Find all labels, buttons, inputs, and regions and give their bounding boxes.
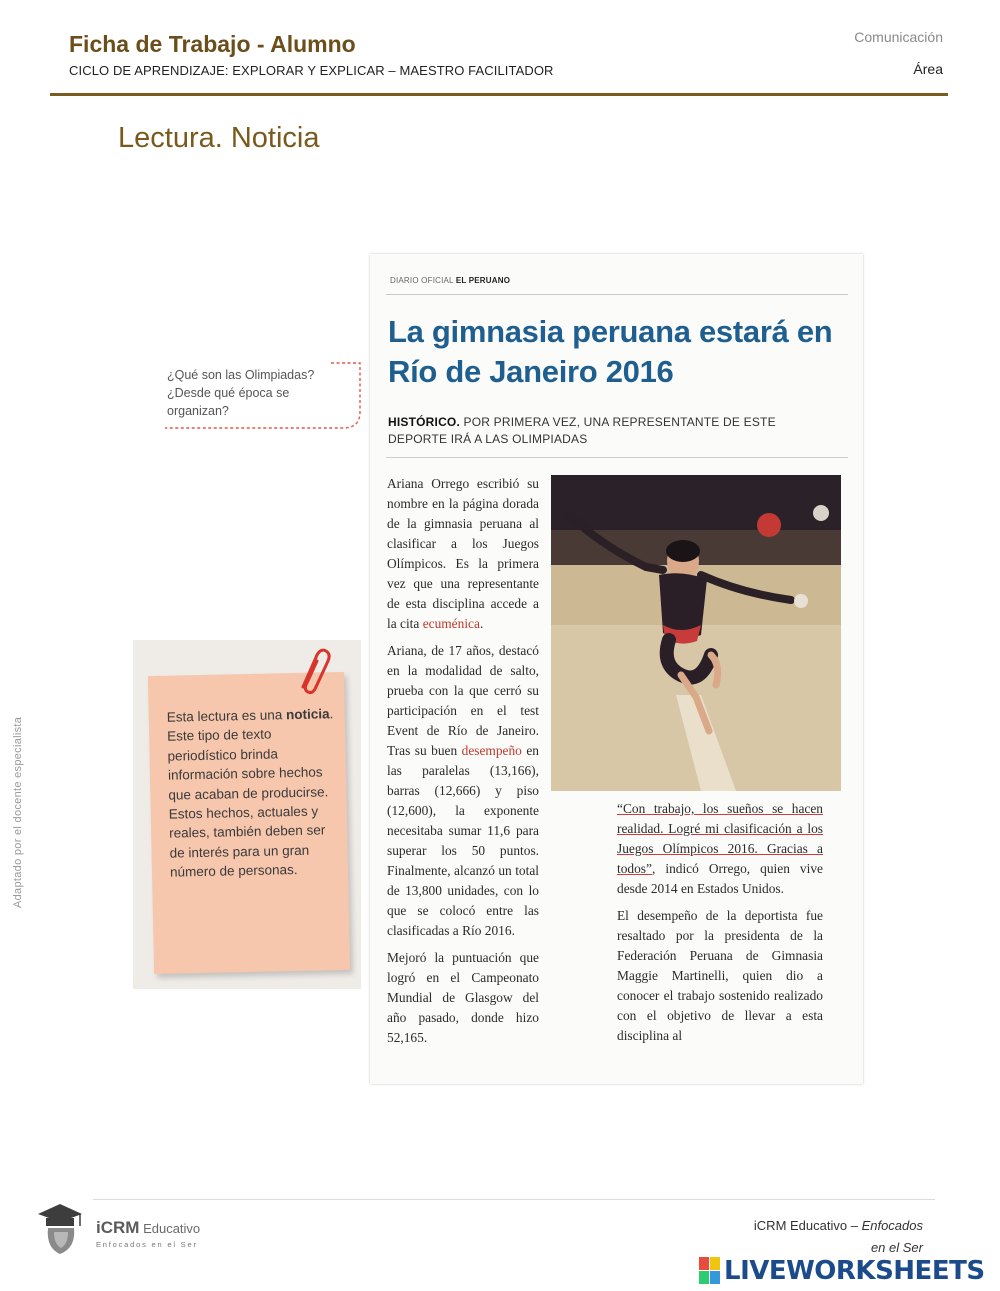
article-kicker: HISTÓRICO.: [388, 415, 461, 429]
worksheet-subtitle: CICLO DE APRENDIZAJE: EXPLORAR Y EXPLICAR – MAESTRO FACILITADOR: [69, 63, 554, 78]
side-credit-text: Adaptado por el docente especialista: [12, 716, 24, 908]
newspaper-source: DIARIO OFICIAL EL PERUANO: [390, 276, 511, 285]
newspaper-top-rule: [386, 294, 848, 295]
side-question-text: ¿Qué son las Olimpiadas? ¿Desde qué época se organizan?: [167, 368, 315, 418]
newspaper-clipping: [370, 254, 863, 1084]
highlight-word: desempeño: [461, 743, 522, 758]
article-paragraph: Ariana, de 17 años, destacó en la modalidad de salto, prueba con la que cerró su participación en el test Event de Río de Janeiro. Tras su buen desempeño en las paralelas (13,166), barras (12,666) y piso (12,600), la exponente necesitaba sumar 11,6 para superar los 50 puntos. Finalmente, alcanzó un total de 13,800 unidades, con lo que se colocó entre las clasificadas a Río 2016.: [387, 643, 539, 938]
worksheet-title: Ficha de Trabajo - Alumno: [69, 31, 356, 57]
newspaper-rule: [386, 457, 848, 458]
highlight-word: ecuménica: [422, 616, 480, 631]
subject-label: Comunicación: [854, 29, 943, 45]
icrm-logo-icon: [34, 1200, 94, 1263]
article-paragraph: El desempeño de la deportista fue resaltado por la presidenta de la Federación Peruana de Gimnasia Maggie Martinelli, quien dio a conocer el trabajo sostenido realizado con el objetivo de llevar a esta disciplina al: [617, 908, 823, 1043]
article-paragraph: Mejoró la puntuación que logró en el Campeonato Mundial de Glasgow del año pasado, donde hizo 52,165.: [387, 950, 539, 1045]
header-divider: [50, 93, 948, 96]
footer-tagline: Enfocados en el Ser: [96, 1240, 198, 1249]
section-heading: Lectura. Noticia: [118, 122, 320, 154]
liveworksheets-wordmark: LIVEWORKSHEETS: [724, 1256, 985, 1286]
sticky-note-text: Esta lectura es una noticia. Este tipo de texto periodístico brinda información sobre hechos que acaban de producirse. Estos hechos, actuales y reales, también deben ser de interés para un gran número de personas.: [166, 706, 334, 880]
side-question-box: [155, 352, 363, 452]
article-column-right: [617, 799, 823, 1053]
liveworksheets-logo[interactable]: [698, 1256, 985, 1286]
article-column-left: [387, 474, 539, 1055]
article-subheadline: HISTÓRICO. POR PRIMERA VEZ, UNA REPRESENTANTE DE ESTE DEPORTE IRÁ A LAS OLIMPIADAS: [388, 415, 776, 446]
footer-brand: iCRM Educativo: [96, 1218, 201, 1237]
article-headline: La gimnasia peruana estará en Río de Janeiro 2016: [388, 314, 833, 389]
area-label: Área: [913, 61, 943, 77]
liveworksheets-icon: [698, 1256, 722, 1286]
footer-slogan-line2: en el Ser: [870, 1240, 923, 1255]
article-paragraph: Ariana Orrego escribió su nombre en la página dorada de la gimnasia peruana al clasificar a los Juegos Olímpicos. Es la primera vez que una representante de esta disciplina accede a la cita ecuménica.: [387, 476, 539, 631]
footer-divider: [93, 1199, 935, 1200]
quote-text: “Con trabajo, los sueños se hacen realidad. Logré mi clasificación a los Juegos Olímpicos 2016. Gracias a todos”: [617, 801, 823, 876]
sticky-note-bold: noticia: [285, 706, 330, 723]
article-quote: “Con trabajo, los sueños se hacen realidad. Logré mi clasificación a los Juegos Olímpicos 2016. Gracias a todos”, indicó Orrego, quien vive desde 2014 en Estados Unidos.: [617, 801, 823, 896]
footer-slogan: iCRM Educativo – Enfocados: [753, 1218, 923, 1233]
gymnast-photo: [551, 475, 841, 791]
sticky-note: [148, 672, 350, 974]
paperclip-icon: [293, 647, 333, 700]
